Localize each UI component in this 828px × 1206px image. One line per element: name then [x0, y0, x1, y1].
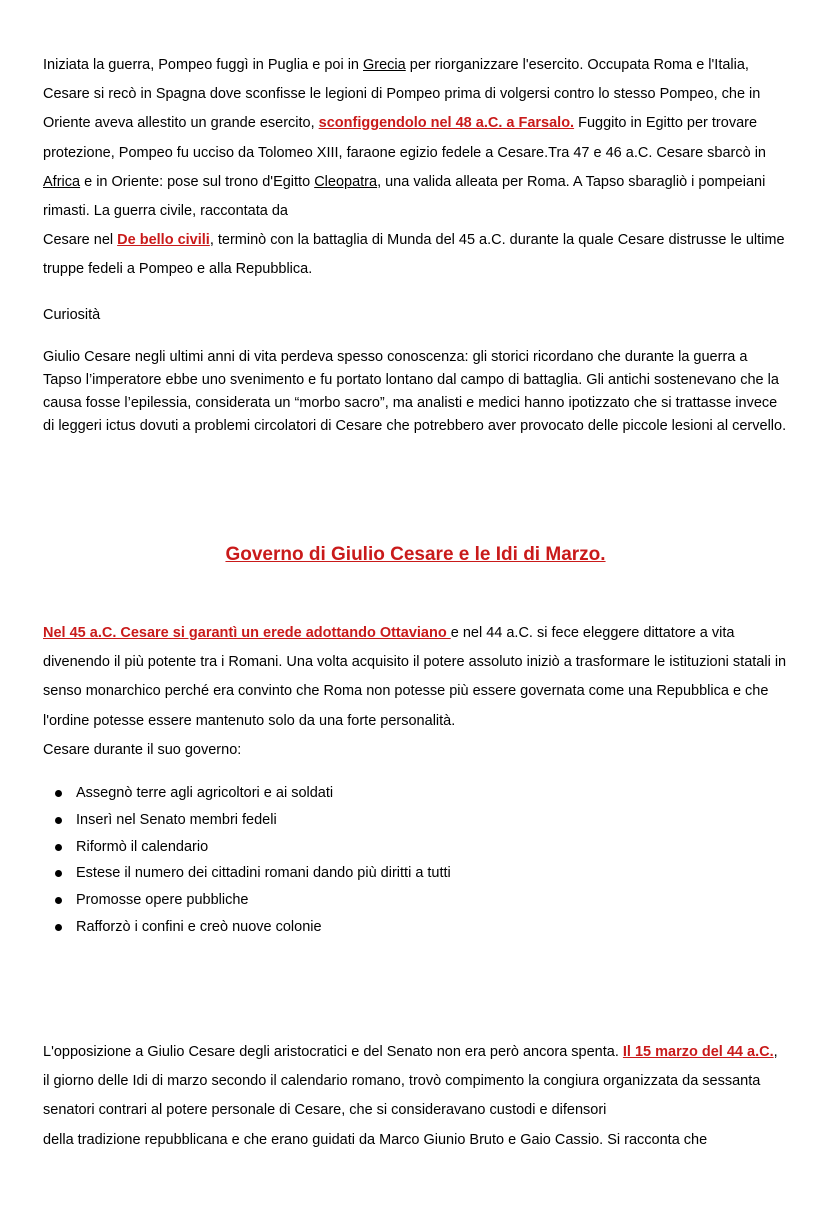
list-item: Rafforzò i confini e creò nuove colonie — [43, 914, 451, 941]
bullet-icon — [55, 817, 62, 824]
paragraph-governo: Nel 45 a.C. Cesare si garantì un erede adottando Ottaviano e nel 44 a.C. si fece eleggere dittatore a vita divenendo il più potente tra i Romani. Una volta acquisito il potere assoluto iniziò a trasformare le istituzioni statali in senso monarchico perché era convinto che Roma non potesse più essere governata come una Repubblica e che l'ordine potesse essere mantenuto solo da una forte personalità. Cesare durante il suo governo: — [43, 625, 787, 758]
paragraph-guerra-civile: Iniziata la guerra, Pompeo fuggì in Puglia e poi in Grecia per riorganizzare l'esercito. Occupata Roma e l'Italia, Cesare si recò in Spagna dove sconfisse le legioni di Pompeo prima di volgersi contro lo stesso Pompeo, che in Oriente aveva allestito un grande esercito, sconfiggendolo nel 48 a.C. a Farsalo. Fuggito in Egitto per trovare protezione, Pompeo fu ucciso da Tolomeo XIII, faraone egizio fedele a Cesare.Tra 47 e 46 a.C. Cesare sbarcò in Africa e in Oriente: pose sul trono d'Egitto Cleopatra, una valida alleata per Roma. A Tapso sbaragliò i pompeiani rimasti. La guerra civile, raccontata da Cesare nel De bello civili, terminò con la battaglia di Munda del 45 a.C. durante la quale Cesare distrusse le ultime truppe fedeli a Pompeo e alla Repubblica. — [43, 57, 785, 278]
list-item: Estese il numero dei cittadini romani dando più diritti a tutti — [43, 860, 451, 887]
list-item: Assegnò terre agli agricoltori e ai soldati — [43, 780, 451, 807]
link-farsalo[interactable]: sconfiggendolo nel 48 a.C. a Farsalo. — [318, 115, 575, 132]
link-ottaviano[interactable]: Nel 45 a.C. Cesare si garantì un erede adottando Ottaviano — [43, 625, 451, 641]
list-item: Riformò il calendario — [43, 834, 451, 861]
bullet-icon — [55, 870, 62, 877]
list-item: Promosse opere pubbliche — [43, 887, 451, 914]
bullet-icon — [55, 790, 62, 797]
curiosita-label: Curiosità — [43, 307, 101, 323]
bullet-icon — [55, 924, 62, 931]
bullet-icon — [55, 897, 62, 904]
paragraph-curiosita: Giulio Cesare negli ultimi anni di vita perdeva spesso conoscenza: gli storici ricordano che durante la guerra a Tapso l’imperatore ebbe uno svenimento e fu portato lontano dal campo di battaglia. Gli antichi sostenevano che la causa fosse l’epilessia, considerata un “morbo sacro”, ma analisti e medici hanno ipotizzato che si trattasse invece di leggeri ictus dovuti a problemi circolatori di Cesare che potrebbero aver provocato delle piccole lesioni al cervello. — [43, 349, 787, 435]
link-15-marzo[interactable]: Il 15 marzo del 44 a.C. — [622, 1044, 774, 1060]
link-africa[interactable]: Africa — [43, 173, 81, 190]
section-heading-governo[interactable]: Governo di Giulio Cesare e le Idi di Marzo. — [225, 544, 606, 565]
list-item: Inserì nel Senato membri fedeli — [43, 807, 451, 834]
link-grecia[interactable]: Grecia — [363, 57, 406, 73]
link-cleopatra[interactable]: Cleopatra — [314, 173, 378, 190]
link-de-bello-civili[interactable]: De bello civili — [117, 232, 210, 249]
bullet-icon — [55, 844, 62, 851]
governo-list — [43, 780, 451, 941]
paragraph-idi-di-marzo: L'opposizione a Giulio Cesare degli aristocratici e del Senato non era però ancora spenta. Il 15 marzo del 44 a.C., il giorno delle Idi di marzo secondo il calendario romano, trovò compimento la congiura organizzata da sessanta senatori contrari al potere personale di Cesare, che si consideravano custodi e difensori della tradizione repubblicana e che erano guidati da Marco Giunio Bruto e Gaio Cassio. Si racconta che — [43, 1044, 778, 1148]
